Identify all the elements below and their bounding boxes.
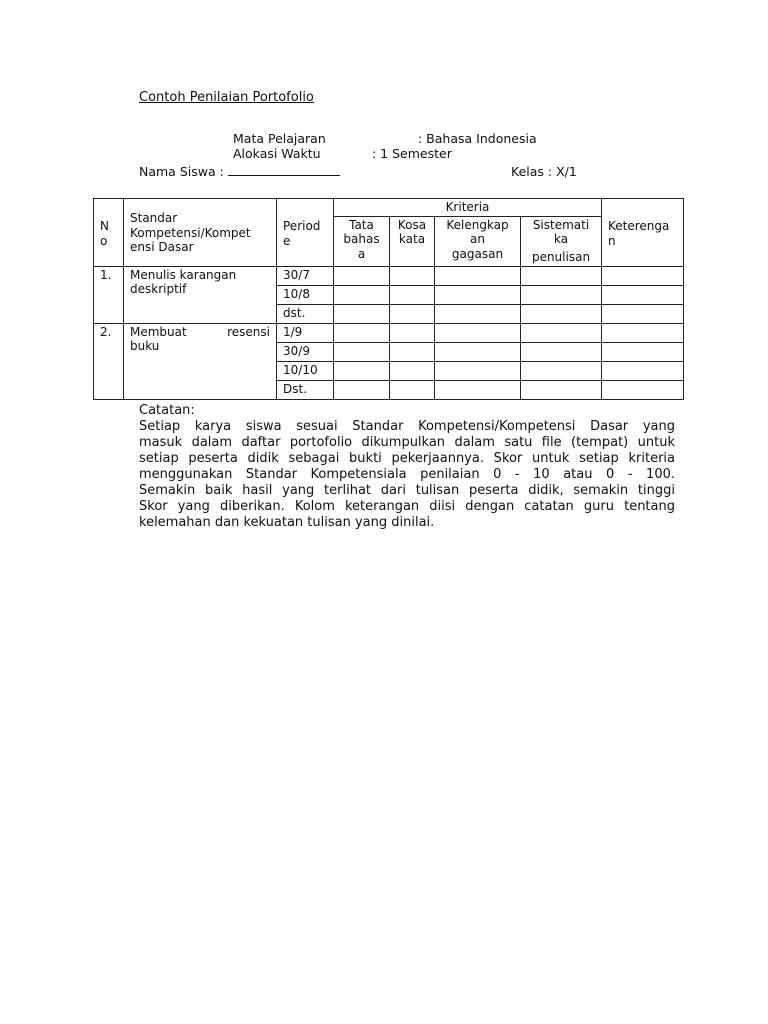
cell-keterangan [602, 304, 684, 323]
notes-line: kelemahan dan kekuatan tulisan yang dinilai. [139, 515, 435, 530]
cell-keterangan [602, 361, 684, 380]
cell-sistematika [521, 304, 602, 323]
row-period: 30/9 [277, 342, 334, 361]
cell-kelengkapan [435, 266, 521, 285]
cell-tata-bahasa [334, 304, 390, 323]
cell-kelengkapan [435, 380, 521, 399]
cell-sistematika [521, 266, 602, 285]
cell-keterangan [602, 323, 684, 342]
row-standard: Menulis karangan deskriptif [124, 266, 277, 323]
cell-kosa-kata [390, 323, 435, 342]
cell-sistematika [521, 361, 602, 380]
row-period: 30/7 [277, 266, 334, 285]
cell-tata-bahasa [334, 342, 390, 361]
cell-tata-bahasa [334, 380, 390, 399]
notes-line: Semakin baik hasil yang terlihat dari tulisan peserta didik, semakin tinggi [139, 483, 675, 498]
cell-kelengkapan [435, 285, 521, 304]
notes-section [139, 403, 675, 531]
notes-line: menggunakan Standar Kompetensiala penilaian 0 - 10 atau 0 - 100. [139, 467, 675, 482]
row-period: Dst. [277, 380, 334, 399]
cell-keterangan [602, 266, 684, 285]
row-no: 1. [94, 266, 124, 323]
row-period: dst. [277, 304, 334, 323]
class-label: Kelas : X/1 [511, 164, 577, 179]
cell-keterangan [602, 342, 684, 361]
cell-kosa-kata [390, 266, 435, 285]
cell-keterangan [602, 285, 684, 304]
notes-line: Skor yang diberikan. Kolom keterangan diisi dengan catatan guru tentang [139, 499, 675, 514]
cell-kelengkapan [435, 323, 521, 342]
cell-sistematika [521, 323, 602, 342]
cell-sistematika [521, 342, 602, 361]
header-kosa-kata: Kosa kata [390, 216, 435, 266]
header-period: Period e [277, 199, 334, 267]
cell-tata-bahasa [334, 323, 390, 342]
student-name-blank [228, 164, 340, 176]
notes-title: Catatan: [139, 403, 195, 418]
row-period: 1/9 [277, 323, 334, 342]
header-keterangan: Keterenga n [602, 199, 684, 267]
cell-kosa-kata [390, 342, 435, 361]
notes-line: masuk dalam daftar portofolio dikumpulkan dalam satu file (tempat) untuk [139, 435, 675, 450]
header-tata-bahasa: Tata bahas a [334, 216, 390, 266]
cell-tata-bahasa [334, 266, 390, 285]
cell-kosa-kata [390, 380, 435, 399]
row-standard: Membuat resensi buku [124, 323, 277, 399]
portfolio-assessment-table [93, 198, 684, 400]
notes-line: setiap peserta didik sebagai bukti pekerjaannya. Skor untuk setiap kriteria [139, 451, 675, 466]
cell-kosa-kata [390, 361, 435, 380]
time-value: : 1 Semester [372, 146, 452, 161]
header-sistematika-penulisan: Sistemati ka penulisan [521, 216, 602, 266]
row-period: 10/10 [277, 361, 334, 380]
cell-kosa-kata [390, 304, 435, 323]
header-standard: Standar Kompetensi/Kompet ensi Dasar [124, 199, 277, 267]
cell-kosa-kata [390, 285, 435, 304]
cell-kelengkapan [435, 304, 521, 323]
subject-value: : Bahasa Indonesia [418, 131, 537, 146]
cell-kelengkapan [435, 361, 521, 380]
row-no: 2. [94, 323, 124, 399]
table-row [94, 266, 684, 285]
document-title: Contoh Penilaian Portofolio [139, 90, 314, 105]
table-row [94, 323, 684, 342]
cell-kelengkapan [435, 342, 521, 361]
cell-keterangan [602, 380, 684, 399]
time-label: Alokasi Waktu [233, 146, 321, 161]
cell-tata-bahasa [334, 361, 390, 380]
cell-sistematika [521, 285, 602, 304]
header-criteria: Kriteria [334, 199, 602, 217]
row-period: 10/8 [277, 285, 334, 304]
cell-sistematika [521, 380, 602, 399]
header-kelengkapan-gagasan: Kelengkap an gagasan [435, 216, 521, 266]
notes-line: Setiap karya siswa sesuai Standar Kompetensi/Kompetensi Dasar yang [139, 419, 675, 434]
student-name-row [139, 164, 340, 179]
header-no: N o [94, 199, 124, 267]
student-label: Nama Siswa : [139, 164, 224, 179]
cell-tata-bahasa [334, 285, 390, 304]
subject-label: Mata Pelajaran [233, 131, 326, 146]
